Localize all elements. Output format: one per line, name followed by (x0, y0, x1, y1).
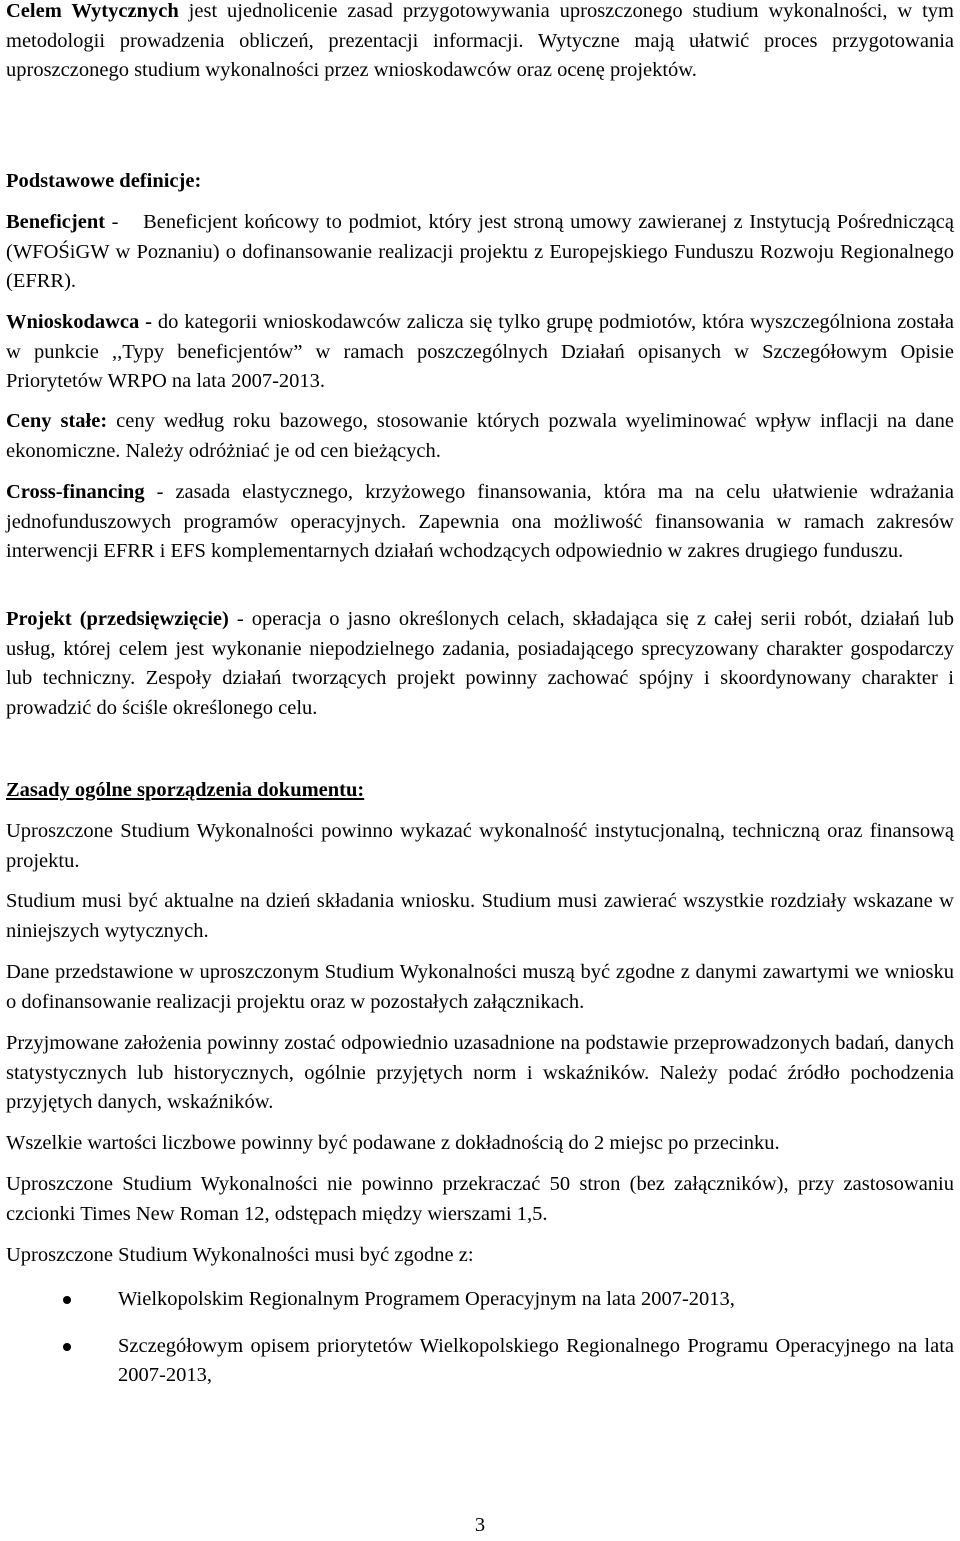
definition-text: zasada elastycznego, krzyżowego finansowania, która ma na celu ułatwienie wdrażania jednofunduszowych programów operacyjnych. Zapewnia ona możliwość finansowania w ramach zakresów interwencji EFRR i EFS komplementarnych działań wchodzących odpowiednio w zakres drugiego funduszu. (6, 481, 954, 562)
rules-paragraph: Przyjmowane założenia powinny zostać odpowiednio uzasadnione na podstawie przeprowadzonych badań, danych statystycznych lub historycznych, ogólnie przyjętych norm i wskaźników. Należy podać źródło pochodzenia przyjętych danych, wskaźników. (6, 1032, 954, 1113)
bullet-icon (63, 1296, 71, 1304)
rules-paragraph: Studium musi być aktualne na dzień składania wniosku. Studium musi zawierać wszystkie rozdziały wskazane w niniejszych wytycznych. (6, 890, 954, 942)
rules-paragraph: Uproszczone Studium Wykonalności nie powinno przekraczać 50 stron (bez załączników), przy zastosowaniu czcionki Times New Roman 12, odstępach między wierszami 1,5. (6, 1173, 954, 1225)
bullet-icon (63, 1343, 71, 1351)
rules-paragraph: Uproszczone Studium Wykonalności powinno wykazać wykonalność instytucjonalną, techniczną oraz finansową projektu. (6, 820, 954, 872)
definition-text: operacja o jasno określonych celach, składająca się z całej serii robót, działań lub usług, której celem jest wykonanie niepodzielnego zadania, posiadającego sprecyzowany charakter gospodarczy lub techniczny. Zespoły działań tworzących projekt powinny zachować spójny i skoordynowany charakter i prowadzić do ściśle określonego celu. (6, 608, 954, 719)
definition-sep: - (228, 608, 252, 630)
definition-sep: - (144, 481, 176, 503)
intro-lead: Celem Wytycznych (6, 0, 179, 22)
definition-projekt (6, 605, 954, 723)
definition-beneficjent (6, 208, 954, 297)
list-item-text: Szczegółowym opisem priorytetów Wielkopolskiego Regionalnego Programu Operacyjnego na lata 2007-2013, (118, 1334, 954, 1386)
definition-wnioskodawca (6, 308, 954, 397)
rules-paragraph: Uproszczone Studium Wykonalności musi być zgodne z: (6, 1244, 474, 1266)
definition-text: Beneficjent końcowy to podmiot, który jest stroną umowy zawieranej z Instytucją Pośredniczącą (WFOŚiGW w Poznaniu) o dofinansowanie realizacji projektu z Europejskiego Funduszu Rozwoju Regionalnego (EFRR). (6, 211, 954, 292)
intro-paragraph (6, 0, 954, 86)
definition-term: Beneficjent (6, 211, 106, 233)
definition-term: Cross-financing (6, 481, 145, 503)
definitions-heading: Podstawowe definicje: (6, 170, 202, 192)
intro-text: jest ujednolicenie zasad przygotowywania uproszczonego studium wykonalności, w tym metodologii prowadzenia obliczeń, prezentacji informacji. Wytyczne mają ułatwić proces przygotowania uproszczonego studium wykonalności przez wnioskodawców oraz ocenę projektów. (6, 0, 955, 81)
page-number: 3 (474, 1514, 486, 1536)
definition-sep (107, 410, 116, 432)
definition-text: do kategorii wnioskodawców zalicza się tylko grupę podmiotów, która wyszczególniona została w punkcie ,,Typy beneficjentów” w ramach poszczególnych Działań opisanych w Szczegółowym Opisie Priorytetów WRPO na lata 2007-2013. (6, 311, 954, 392)
list-item (6, 1285, 954, 1315)
rules-paragraph: Wszelkie wartości liczbowe powinny być podawane z dokładnością do 2 miejsc po przecinku. (6, 1132, 780, 1154)
rules-heading: Zasady ogólne sporządzenia dokumentu: (6, 779, 365, 801)
bullet-list (6, 1285, 954, 1391)
definition-text: ceny według roku bazowego, stosowanie których pozwala wyeliminować wpływ inflacji na dane ekonomiczne. Należy odróżniać je od cen bieżących. (6, 410, 955, 462)
definition-ceny-stale (6, 407, 954, 466)
definition-cross-financing (6, 478, 954, 567)
definition-term: Ceny stałe: (6, 410, 108, 432)
definition-sep: - (105, 211, 126, 233)
definition-term: Projekt (przedsięwzięcie) (6, 608, 229, 630)
list-item-text: Wielkopolskim Regionalnym Programem Operacyjnym na lata 2007-2013, (118, 1288, 735, 1310)
rules-paragraph: Dane przedstawione w uproszczonym Studium Wykonalności muszą być zgodne z danymi zawartymi we wniosku o dofinansowanie realizacji projektu oraz w pozostałych załącznikach. (6, 961, 954, 1013)
list-item (6, 1332, 954, 1391)
definition-term: Wnioskodawca - (6, 311, 153, 333)
